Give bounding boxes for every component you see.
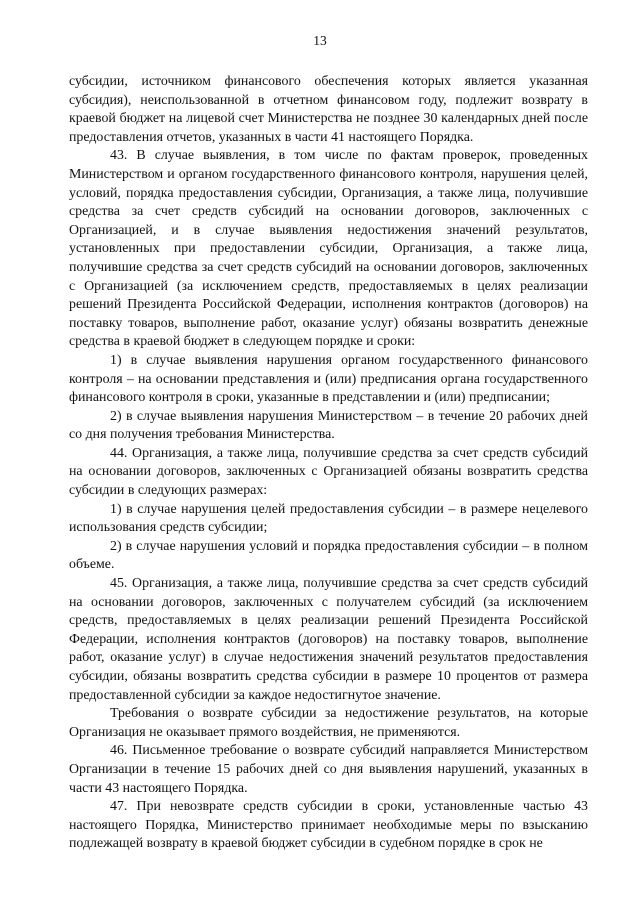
paragraph-44: 44. Организация, а также лица, получившие средства за счет средств субсидий на основании договоров, заключенных с Организацией обязаны возвратить средства субсидии в следующих размерах: — [69, 445, 588, 499]
page-number: 13 — [313, 33, 327, 48]
paragraph-43-item-1: 1) в случае выявления нарушения органом государственного финансового контроля – на основании представления и (или) предписания органа государственного финансового контроля в сроки, указанные в представлении и (или) предписании; — [69, 352, 588, 406]
paragraph-43-item-2: 2) в случае выявления нарушения Министерством – в течение 20 рабочих дней со дня получения требования Министерства. — [69, 408, 588, 443]
paragraph-43: 43. В случае выявления, в том числе по фактам проверок, проведенных Министерством и органом государственного финансового контроля, нарушения целей, условий, порядка предоставления субсидии, Организация, а также лица, получившие средства за счет средств субсидий на основании договоров, заключенных с Организацией, и в случае выявления недостижения значений результатов, установленных при предоставлении субсидии, Организация, а также лица, получившие средства за счет средств субсидий на основании договоров, заключенных с Организацией (за исключением средств, предоставляемых в целях реализации решений Президента Российской Федерации, исполнения контрактов (договоров) на поставку товаров, выполнение работ, оказание услуг) обязаны возвратить денежные средства в краевой бюджет в следующем порядке и сроки: — [69, 148, 588, 350]
paragraph-44-item-2: 2) в случае нарушения условий и порядка предоставления субсидии – в полном объеме. — [69, 538, 588, 573]
paragraph-46: 46. Письменное требование о возврате субсидий направляется Министерством Организации в течение 15 рабочих дней со дня выявления нарушений, указанных в части 43 настоящего Порядка. — [69, 743, 588, 796]
paragraph-47: 47. При невозврате средств субсидии в сроки, установленные частью 43 настоящего Порядка, Министерство принимает необходимые меры по взысканию подлежащей возврату в краевой бюджет субсидии в судебном порядке в срок не — [69, 799, 588, 852]
paragraph-45: 45. Организация, а также лица, получившие средства за счет средств субсидий на основании договоров, заключенных с получателем субсидий (за исключением средств, предоставляемых в целях реализации решений Президента Российской Федерации, исполнения контрактов (договоров) на поставку товаров, выполнение работ, оказание услуг) в случае недостижения значений результатов предоставления субсидии, обязаны возвратить средства субсидии в размере 10 процентов от размера предоставленной субсидии за каждое недостигнутое значение. — [69, 576, 588, 703]
paragraph-continuation: субсидии, источником финансового обеспечения которых является указанная субсидия), неиспользованной в отчетном финансовом году, подлежит возврату в краевой бюджет на лицевой счет Министерства не позднее 30 календарных дней после предоставления отчетов, указанных в части 41 настоящего Порядка. — [69, 74, 588, 145]
paragraph-45-note: Требования о возврате субсидии за недостижение результатов, на которые Организация не оказывает прямого воздействия, не применяются. — [69, 706, 588, 740]
document-body — [69, 73, 588, 854]
paragraph-44-item-1: 1) в случае нарушения целей предоставления субсидии – в размере нецелевого использования средств субсидии; — [69, 501, 588, 536]
